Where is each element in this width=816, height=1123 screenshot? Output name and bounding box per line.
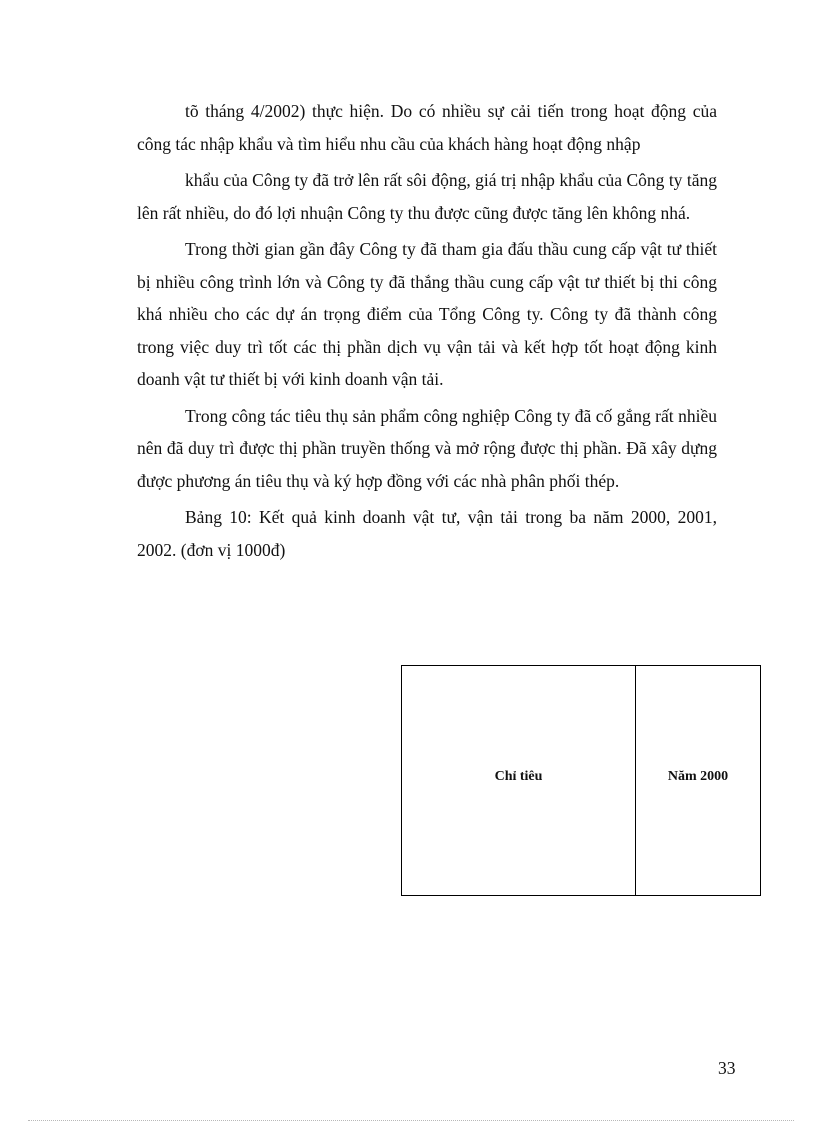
results-table [401, 665, 761, 896]
paragraph-3: Trong thời gian gần đây Công ty đã tham gia đấu thầu cung cấp vật tư thiết bị nhiều công trình lớn và Công ty đã thắng thầu cung cấp vật tư thiết bị thi công khá nhiều cho các dự án trọng điểm của Tổng Công ty. Công ty đã thành công trong việc duy trì tốt các thị phần dịch vụ vận tải và kết hợp tốt hoạt động kinh doanh vật tư thiết bị với kinh doanh vận tải. [137, 239, 717, 389]
page-bottom-divider [28, 1120, 794, 1121]
paragraph-2: khẩu của Công ty đã trở lên rất sôi động, giá trị nhập khẩu của Công ty tăng lên rất nhiều, do đó lợi nhuận Công ty thu được cũng được tăng lên không nhá. [137, 170, 717, 223]
paragraph-4: Trong công tác tiêu thụ sản phẩm công nghiệp Công ty đã cố gắng rất nhiều nên đã duy trì được thị phần truyền thống và mở rộng được thị phần. Đã xây dựng được phương án tiêu thụ và ký hợp đồng với các nhà phân phối thép. [137, 405, 717, 491]
table-header-criteria: Chỉ tiêu [402, 666, 636, 895]
page-number: 33 [718, 1058, 736, 1078]
body-text [137, 95, 717, 570]
table-caption: Bảng 10: Kết quả kinh doanh vật tư, vận tải trong ba năm 2000, 2001, 2002. (đơn vị 1000đ) [137, 507, 717, 560]
paragraph-1: tõ tháng 4/2002) thực hiện. Do có nhiều sự cải tiến trong hoạt động của công tác nhập khẩu và tìm hiểu nhu cầu của khách hàng hoạt động nhập [137, 101, 717, 154]
table-header-year-2000: Năm 2000 [667, 768, 729, 784]
